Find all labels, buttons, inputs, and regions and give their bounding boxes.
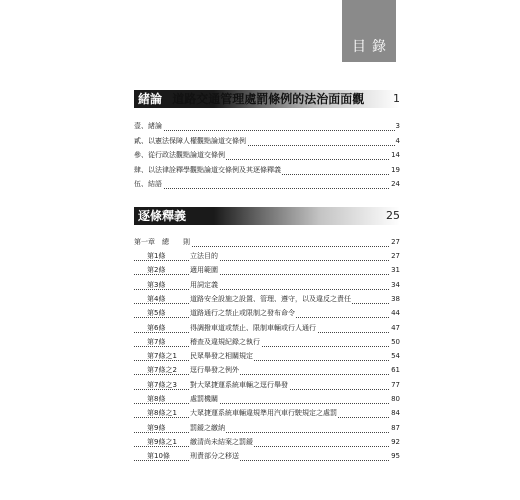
toc-entry-label: 伍、結語 [134,180,162,188]
article-entry[interactable] [134,350,400,364]
article-entry[interactable] [134,322,400,336]
article-title: 對大眾捷運系統車輛之逕行舉發 [190,380,288,389]
article-entry[interactable] [134,407,400,421]
article-number: 第3條 [147,280,166,289]
article-number: 第8條 [147,395,166,403]
article-title: 適用範圍 [190,266,218,275]
article-entry[interactable] [134,250,400,264]
article-title: 處罰機關 [190,395,218,403]
article-number: 第7條之1 [147,352,177,361]
article-title: 刑責部分之移送 [190,452,239,461]
section-header-text [138,90,364,108]
dot-leader [134,346,400,347]
article-page: 50 [391,337,400,346]
article-title: 逕行舉發之例外 [190,366,239,375]
article-number: 第6條 [147,323,166,332]
toc-entry-label: 貳、以憲法保障人權觀點論道交條例 [134,136,246,145]
chapter-label: 第一章 總 則 [134,238,190,246]
toc-entry-label: 肆、以法律詮釋學觀點論道交條例及其逐條釋義 [134,165,281,174]
section-title: 道路交通管理處罰條例的法治面面觀 [172,92,365,106]
article-page: 44 [391,309,400,318]
article-page: 80 [391,395,400,403]
article-page: 87 [391,423,400,432]
section-tag: 逐條釋義 [138,209,187,223]
article-number: 第7條 [147,337,166,346]
toc-tab-label: 目錄 [352,39,392,55]
article-number: 第9條之1 [147,437,177,446]
toc-entry[interactable] [134,178,400,192]
article-entry[interactable] [134,436,400,450]
article-page: 27 [391,252,400,260]
article-number: 第7條之3 [147,380,177,389]
dot-leader [134,130,400,131]
article-title: 大眾捷運系統車輛違規準用汽車行駛規定之處罰 [190,409,337,418]
section-articles-header[interactable] [134,207,400,225]
section-header-text [138,207,192,225]
toc-entry[interactable] [134,164,400,178]
toc-entry[interactable] [134,135,400,149]
article-title: 罰鍰之繳納 [190,423,225,432]
article-page: 47 [391,323,400,332]
toc-tab [342,0,396,62]
dot-leader [134,460,400,461]
article-page: 34 [391,280,400,289]
section-tag: 緒論 [138,92,163,106]
dot-leader [134,188,400,189]
dot-leader [134,432,400,433]
article-title: 道路通行之禁止或限制之發布命令 [190,309,295,318]
toc-entry-page: 4 [395,136,400,145]
toc-entry[interactable] [134,149,400,163]
toc-entry-label: 壹、緒論 [134,122,162,130]
article-number: 第7條之2 [147,366,177,375]
article-number: 第9條 [147,423,166,432]
article-entry[interactable] [134,307,400,321]
article-title: 民眾舉發之相關規定 [190,352,253,361]
article-entry[interactable] [134,336,400,350]
article-number: 第8條之1 [147,409,177,418]
toc-entry-page: 19 [391,165,400,174]
article-title: 道路安全設施之設置、管理、遵守，以及違反之責任 [190,294,351,303]
article-number: 第2條 [147,266,166,275]
article-page: 95 [391,452,400,461]
article-number: 第10條 [147,452,170,461]
article-number: 第5條 [147,309,166,318]
article-title: 立法目的 [190,252,218,260]
article-page: 77 [391,380,400,389]
dot-leader [134,403,400,404]
section-intro-header[interactable] [134,90,400,108]
article-entry[interactable] [134,393,400,407]
article-title: 得調撥車道或禁止、限制車輛或行人通行 [190,323,316,332]
chapter-entry[interactable] [134,236,400,250]
article-page: 92 [391,437,400,446]
article-page: 38 [391,294,400,303]
article-entry[interactable] [134,264,400,278]
dot-leader [134,274,400,275]
dot-leader [134,260,400,261]
article-title: 繳清尚未結案之罰鍰 [190,437,253,446]
toc-entry-page: 14 [391,151,400,159]
chapter-page: 27 [391,238,400,246]
section-page: 1 [393,92,400,105]
article-page: 54 [391,352,400,361]
dot-leader [134,289,400,290]
article-number: 第4條 [147,294,166,303]
article-entry[interactable] [134,422,400,436]
toc-entry-page: 3 [395,122,400,130]
article-page: 31 [391,266,400,275]
article-entry[interactable] [134,379,400,393]
toc-entry-label: 參、從行政法觀點論道交條例 [134,151,225,159]
section-page: 25 [386,209,400,222]
toc-entry[interactable] [134,120,400,134]
article-title: 稽查及違規紀錄之執行 [190,337,260,346]
article-page: 61 [391,366,400,375]
article-entry[interactable] [134,293,400,307]
article-entry[interactable] [134,450,400,464]
toc-entry-page: 24 [391,180,400,188]
article-title: 用詞定義 [190,280,218,289]
article-entry[interactable] [134,279,400,293]
article-entry[interactable] [134,364,400,378]
article-number: 第1條 [147,252,166,260]
article-page: 84 [391,409,400,418]
